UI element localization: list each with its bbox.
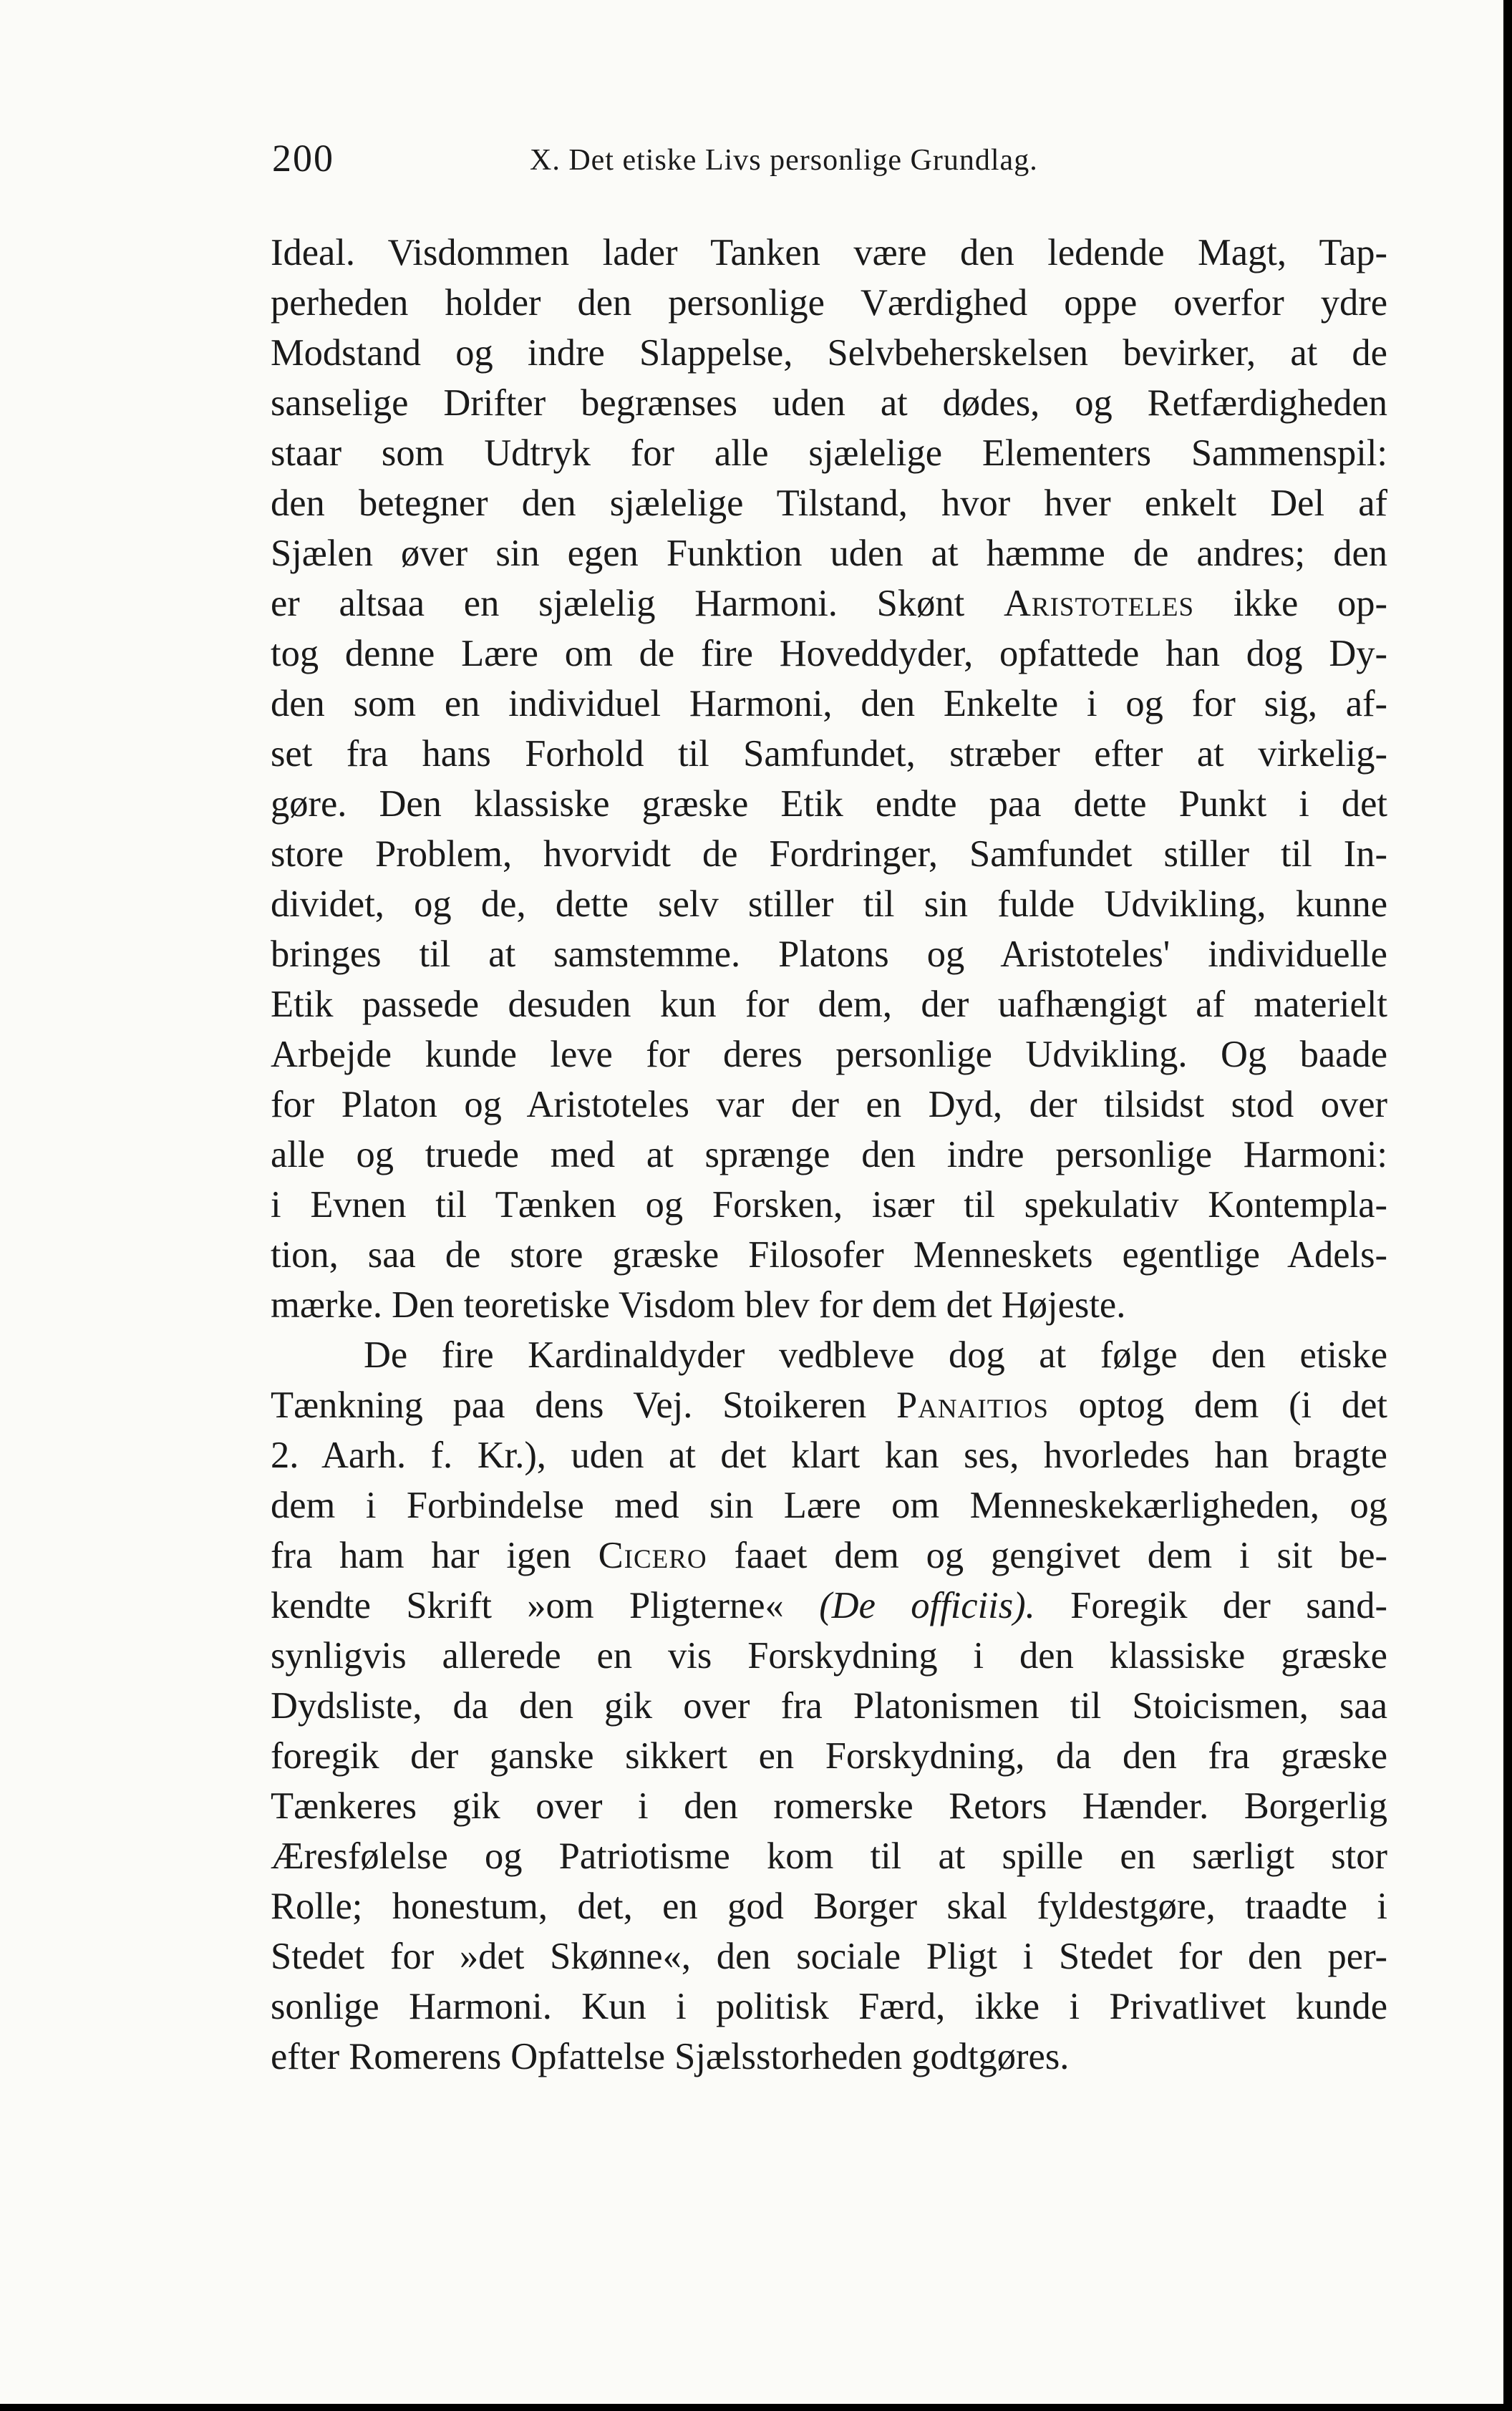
text-line (271, 1581, 1387, 1631)
text-line: Æresfølelse og Patriotisme kom til at spille en særligt stor (271, 1835, 1387, 1877)
text-segment: optog dem (i det (1048, 1384, 1387, 1426)
body-text (271, 228, 1387, 2082)
text-segment: Tænkning paa dens Vej. Stoikeren (271, 1384, 867, 1426)
text-line (271, 1380, 1387, 1430)
text-line: Modstand og indre Slappelse, Selvbeherskelsen bevirker, at de (271, 332, 1387, 374)
title-de-officiis: (De officiis). (819, 1585, 1035, 1626)
text-line: mærke. Den teoretiske Visdom blev for dem det Højeste. (271, 1284, 1126, 1326)
text-line: dem i Forbindelse med sin Lære om Menneskekærligheden, og (271, 1485, 1387, 1526)
text-line: synligvis allerede en vis Forskydning i den klassiske græske (271, 1635, 1387, 1677)
text-segment: Foregik der sand- (1034, 1585, 1388, 1626)
text-segment: kendte Skrift »om Pligterne« (271, 1585, 784, 1626)
text-line: Rolle; honestum, det, en god Borger skal fyldestgøre, traadte i (271, 1886, 1387, 1927)
text-segment: er altsaa en sjælelig Harmoni. Skønt (271, 583, 965, 624)
text-line: 2. Aarh. f. Kr.), uden at det klart kan ses, hvorledes han bragte (271, 1435, 1387, 1476)
text-line: store Problem, hvorvidt de Fordringer, Samfundet stiller til In- (271, 833, 1387, 875)
text-line: Etik passede desuden kun for dem, der uafhængigt af materielt (271, 984, 1387, 1025)
text-segment: ikke op- (1194, 583, 1387, 624)
text-line: den som en individuel Harmoni, den Enkelte i og for sig, af- (271, 683, 1387, 724)
text-line: sanselige Drifter begrænses uden at dødes, og Retfærdigheden (271, 382, 1387, 424)
text-line: alle og truede med at sprænge den indre personlige Harmoni: (271, 1134, 1387, 1175)
text-segment: fra ham har igen (271, 1535, 571, 1576)
text-line: Sjælen øver sin egen Funktion uden at hæmme de andres; den (271, 533, 1387, 574)
text-line: i Evnen til Tænken og Forsken, især til spekulativ Kontempla- (271, 1184, 1387, 1226)
text-line: tog denne Lære om de fire Hoveddyder, opfattede han dog Dy- (271, 633, 1387, 674)
text-line: dividet, og de, dette selv stiller til sin fulde Udvikling, kunne (271, 883, 1387, 925)
text-line: efter Romerens Opfattelse Sjælsstorheden godtgøres. (271, 2036, 1070, 2077)
text-line: set fra hans Forhold til Samfundet, stræber efter at virkelig- (271, 733, 1387, 775)
text-line: Ideal. Visdommen lader Tanken være den ledende Magt, Tap- (271, 232, 1387, 273)
name-panaitios: Panaitios (896, 1384, 1049, 1426)
running-head: X. Det etiske Livs personlige Grundlag. (530, 144, 1038, 177)
text-line: sonlige Harmoni. Kun i politisk Færd, ikke i Privatlivet kunde (271, 1986, 1387, 2027)
page-header (272, 136, 1389, 193)
name-cicero: Cicero (598, 1535, 707, 1576)
text-line (271, 578, 1387, 629)
text-line: tion, saa de store græske Filosofer Menneskets egentlige Adels- (271, 1234, 1387, 1276)
text-line: perheden holder den personlige Værdighed oppe overfor ydre (271, 282, 1387, 324)
text-line: Arbejde kunde leve for deres personlige Udvikling. Og baade (271, 1034, 1387, 1075)
text-line: bringes til at samstemme. Platons og Aristoteles' individuelle (271, 933, 1387, 975)
text-line: Stedet for »det Skønne«, den sociale Pligt i Stedet for den per- (271, 1936, 1387, 1977)
text-line: gøre. Den klassiske græske Etik endte paa dette Punkt i det (271, 783, 1387, 825)
text-line: Tænkeres gik over i den romerske Retors Hænder. Borgerlig (271, 1785, 1387, 1827)
text-segment: faaet dem og gengivet dem i sit be- (707, 1535, 1387, 1576)
name-aristoteles: Aristoteles (1003, 583, 1195, 624)
text-line: for Platon og Aristoteles var der en Dyd, der tilsidst stod over (271, 1084, 1387, 1125)
text-line: den betegner den sjælelige Tilstand, hvor hver enkelt Del af (271, 482, 1387, 524)
page-number: 200 (272, 137, 334, 180)
text-line: Dydsliste, da den gik over fra Platonismen til Stoicismen, saa (271, 1685, 1387, 1727)
text-line: De fire Kardinaldyder vedbleve dog at følge den etiske (364, 1334, 1387, 1376)
text-line (271, 1530, 1387, 1581)
text-line: staar som Udtryk for alle sjælelige Elementers Sammenspil: (271, 432, 1387, 474)
text-line: foregik der ganske sikkert en Forskydning, da den fra græske (271, 1735, 1387, 1777)
